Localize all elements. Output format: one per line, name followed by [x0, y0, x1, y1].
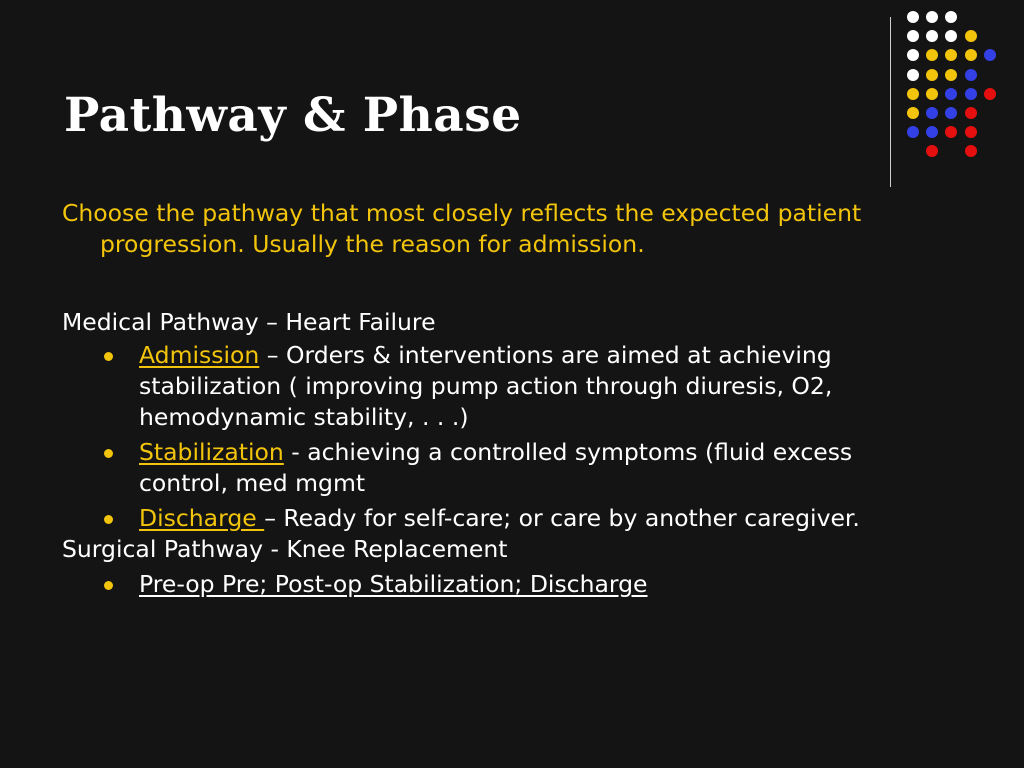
dot-yellow [965, 30, 977, 42]
dot-grid-decoration [907, 11, 1007, 171]
bullet-icon [104, 515, 113, 524]
dot-red [965, 145, 977, 157]
dot-yellow [907, 107, 919, 119]
discharge-link[interactable]: Discharge [139, 504, 265, 532]
stabilization-description: - achieving a controlled symptoms (fluid excess control, med mgmt [139, 438, 853, 497]
surgical-phases-link[interactable]: Pre-op Pre; Post-op Stabilization; Discharge [139, 570, 648, 598]
dot-blue [926, 126, 938, 138]
dot-blue [945, 88, 957, 100]
list-item-surgical-phases [139, 569, 942, 600]
dot-white [945, 11, 957, 23]
dot-red [945, 126, 957, 138]
list-item-discharge [139, 503, 942, 534]
discharge-description: – Ready for self-care; or care by another caregiver. [264, 504, 860, 532]
dot-white [945, 30, 957, 42]
stabilization-link[interactable]: Stabilization [139, 438, 284, 466]
bullet-icon [104, 449, 113, 458]
medical-phase-list [62, 340, 942, 534]
dot-blue [926, 107, 938, 119]
dot-white [907, 30, 919, 42]
bullet-icon [104, 352, 113, 361]
slide-body [62, 198, 942, 600]
dot-yellow [945, 49, 957, 61]
dot-yellow [945, 69, 957, 81]
dot-yellow [926, 69, 938, 81]
surgical-pathway-heading: Surgical Pathway - Knee Replacement [62, 535, 508, 563]
dot-white [907, 11, 919, 23]
vertical-divider [890, 17, 891, 187]
dot-white [926, 30, 938, 42]
bullet-icon [104, 581, 113, 590]
dot-blue [945, 107, 957, 119]
slide-title: Pathway & Phase [64, 88, 522, 143]
dot-red [965, 126, 977, 138]
dot-red [984, 88, 996, 100]
dot-red [926, 145, 938, 157]
admission-link[interactable]: Admission [139, 341, 260, 369]
dot-white [926, 11, 938, 23]
dot-yellow [926, 88, 938, 100]
dot-blue [965, 69, 977, 81]
dot-red [965, 107, 977, 119]
intro-text: Choose the pathway that most closely reflects the expected patient progression. Usually the reason for admission. [62, 199, 862, 258]
list-item-admission [139, 340, 942, 433]
dot-yellow [926, 49, 938, 61]
admission-description: – Orders & interventions are aimed at achieving stabilization ( improving pump action through diuresis, O2, hemodynamic stability, . . .) [139, 341, 833, 431]
dot-white [907, 49, 919, 61]
dot-blue [965, 88, 977, 100]
dot-blue [984, 49, 996, 61]
medical-pathway-heading: Medical Pathway – Heart Failure [62, 308, 436, 336]
dot-blue [907, 126, 919, 138]
surgical-phase-list [62, 569, 942, 600]
dot-white [907, 69, 919, 81]
dot-yellow [907, 88, 919, 100]
list-item-stabilization [139, 437, 942, 499]
dot-yellow [965, 49, 977, 61]
